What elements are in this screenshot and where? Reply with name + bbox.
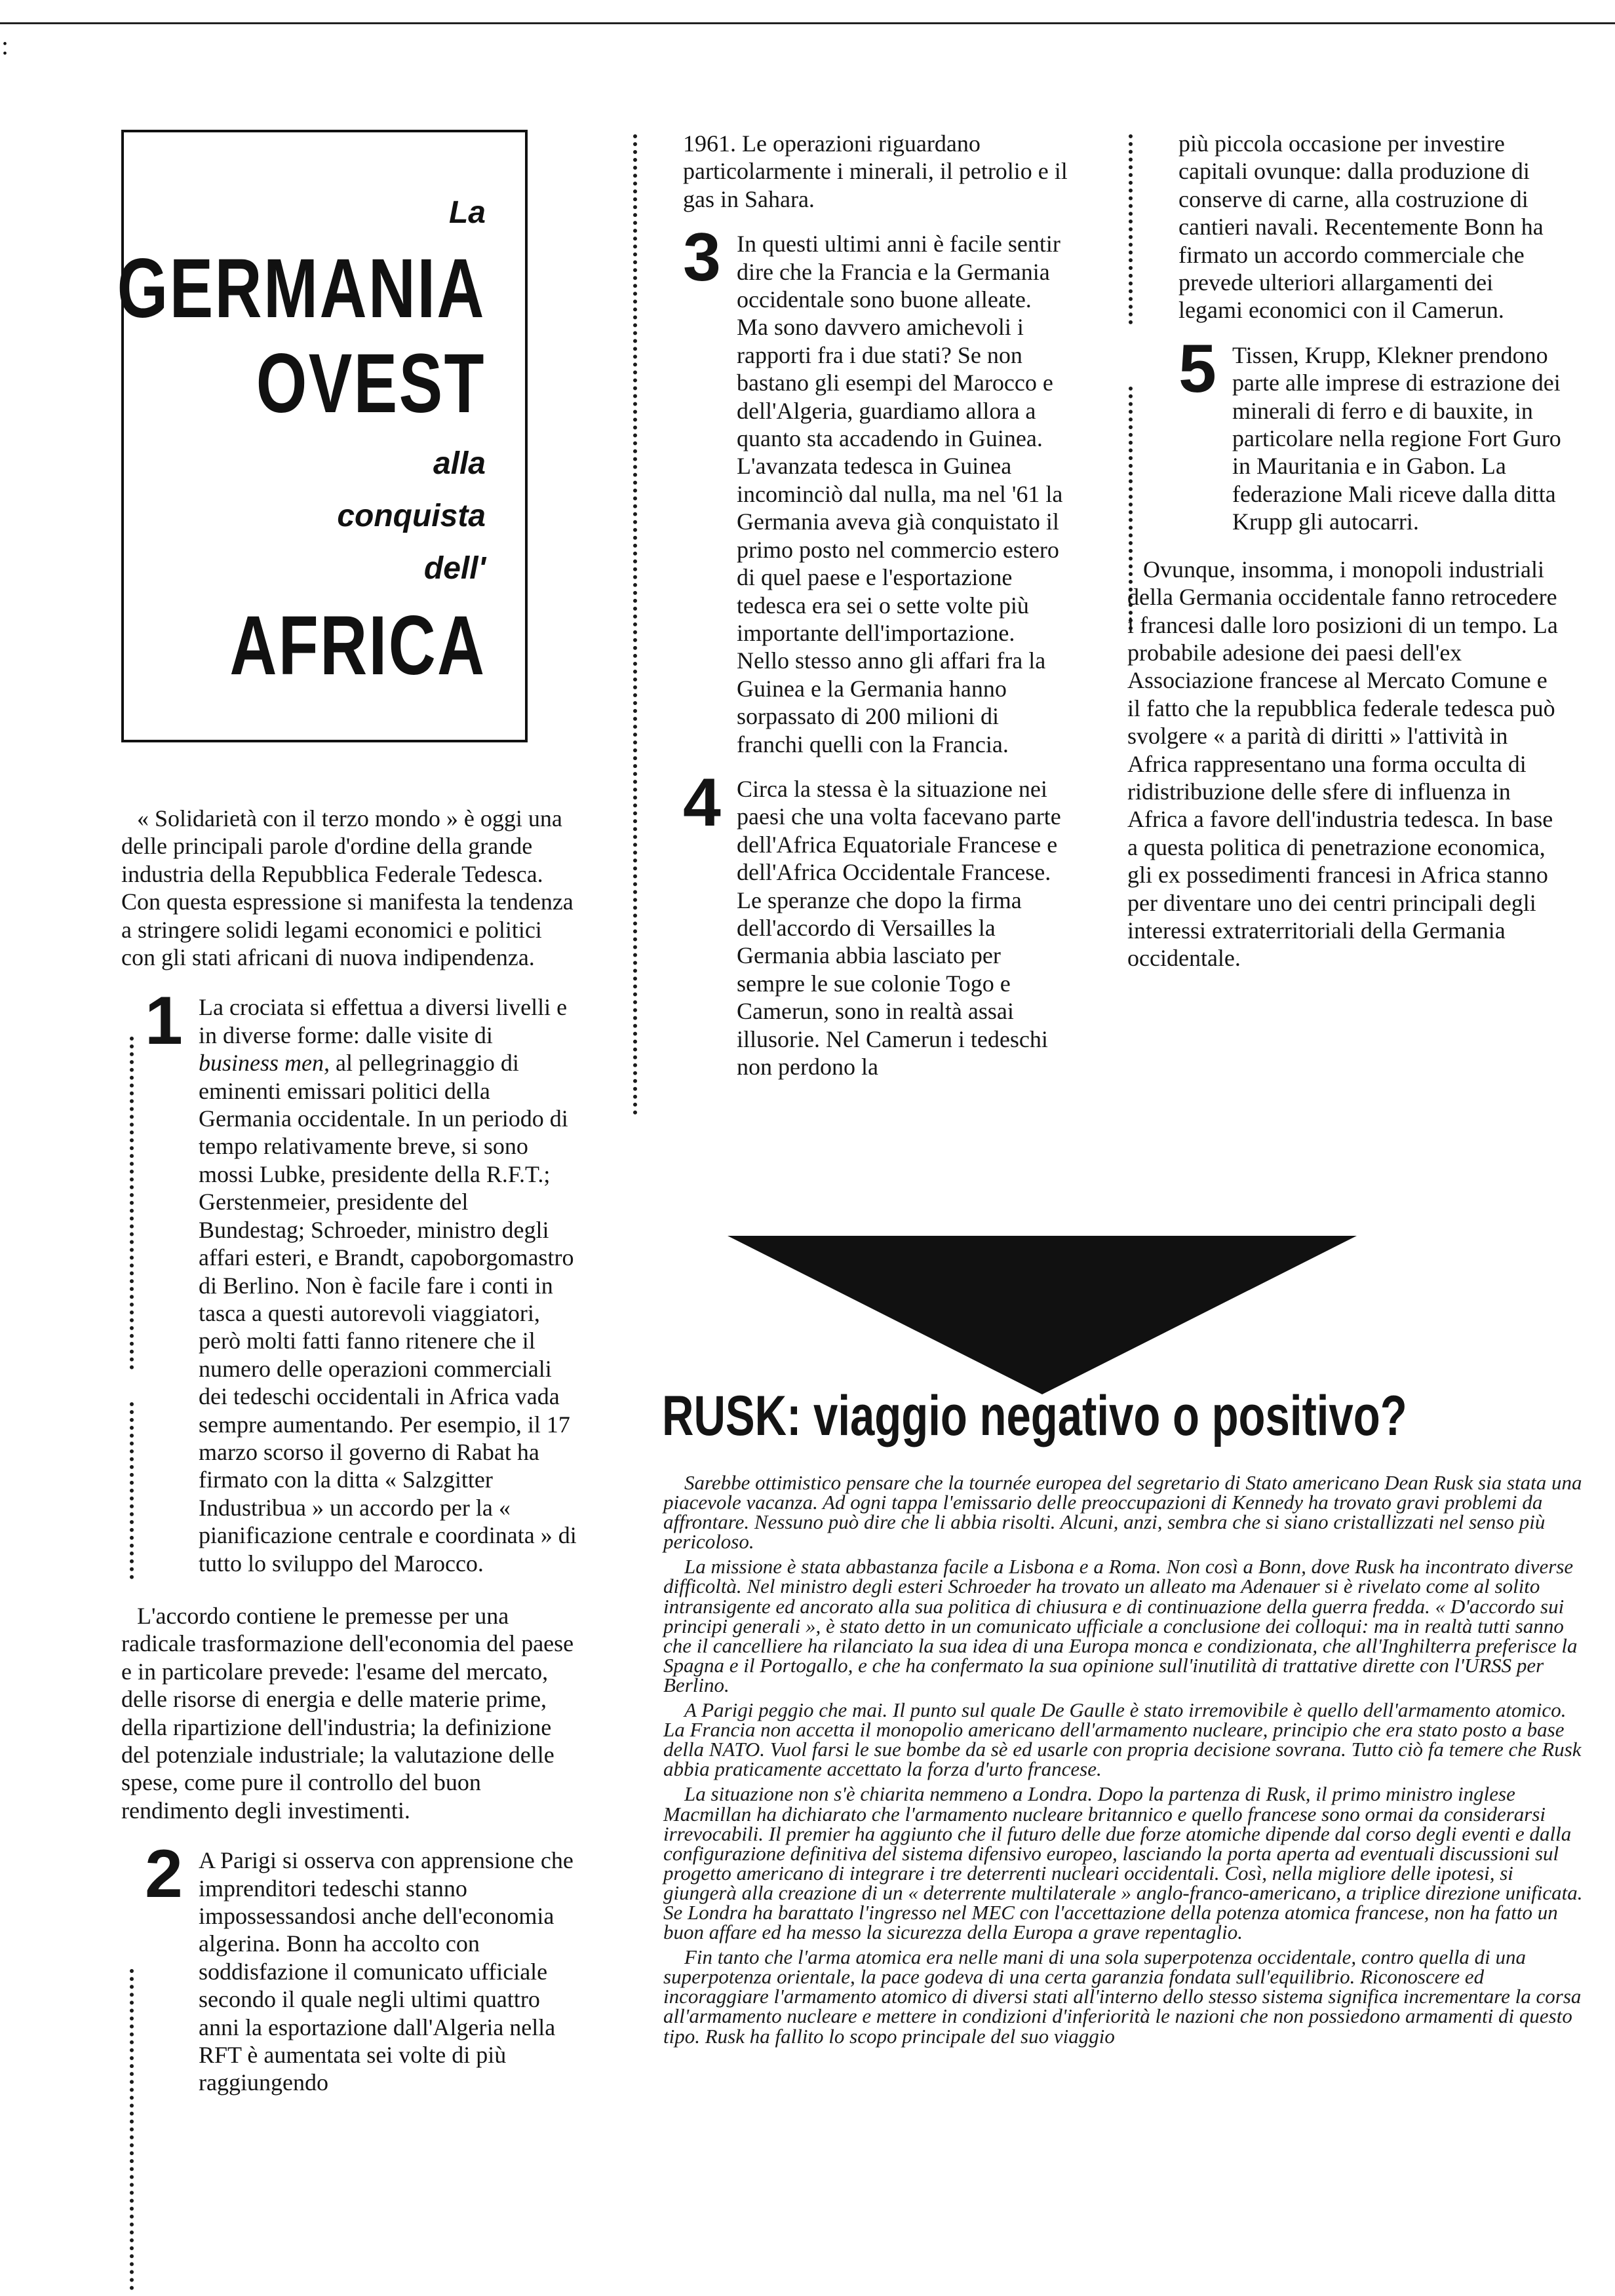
dotted-rule [130,1037,138,1369]
section-number: 5 [1178,330,1216,407]
article-paragraph: La missione è stata abbastanza facile a Lisbona e a Roma. Non così a Bonn, dove Rusk ha incontrato diverse difficoltà. Nel ministro degli esteri Schroeder ha trovato un alleato ma Adenauer si è rivelato come al solito intransigente ed ancorato alla sua politica di chiusura e di continuazione della guerra fredda. « D'accordo sui principi generali », è stato detto in un comunicato ufficiale a conclusione dei colloqui: ma in realtà tutti sanno che il cancelliere ha rilanciato la sua idea di una Europa monca e condizionata, che all'Inghilterra preferisce la Spagna e il Portogallo, e che ha confermato la sua opinione sull'inutilità di trattative dirette con l'URSS per Berlino. [663,1555,1578,1696]
title-ovest: OVEST [256,337,486,430]
section-text: In questi ultimi anni è facile sentir dire che la Francia e la Germania occidentale sono buone alleate. Ma sono davvero amichevoli i rapporti fra i due stati? Se non bastano gli esempi del Marocco e dell'Algeria, guardiamo allora a quanto sta accadendo in Guinea. L'avanzata tedesca in Guinea incominciò dal nulla, ma nel '61 la Germania aveva già conquistato il primo posto nel commercio estero di quel paese e l'esportazione tedesca era sei o sette volte più importante dell'importazione. Nello stesso anno gli affari fra la Guinea e la Germania hanno sorpassato di 200 milioni di franchi quelli con la Francia. [737,231,1063,757]
section-5 [1127,330,1563,536]
title-africa: AFRICA [229,599,486,693]
middle-column [683,130,1068,1081]
top-rule [0,22,1615,24]
rusk-article [663,1473,1587,2052]
dotted-rule [130,1402,138,1579]
article-paragraph: Fin tanto che l'arma atomica era nelle mani di una sola superpotenza occidentale, contro quella di una superpotenza orientale, la pace godeva di una certa garanzia fondata sull'equilibrio. Riconoscere ed incoraggiare l'armamento atomico di diversi stati all'interno dello stesso sistema significa incrementare la corsa all'armamento nucleare e mettere in condizioni d'inferiorità le nazioni che non possiedono armamenti di questo tipo. Rusk ha fallito lo scopo principale del suo viaggio [663,1945,1582,2048]
paragraph: Ovunque, insomma, i monopoli industriali della Germania occidentale fanno retrocedere i francesi dalle loro posizioni di un tempo. La probabile adesione dei paesi dell'ex Associazione francese al Mercato Comune e il fatto che la repubblica federale tedesca può svolgere « a parità di diritti » l'attività in Africa rappresentano una forma occulta di ridistribuzione delle sfere di influenza in Africa a favore dell'industria tedesca. In base a questa politica di penetrazione economica, gli ex possedimenti francesi in Africa stanno per diventare uno dei centri principali degli interessi extraterritoriali della Germania occidentale. [1127,556,1558,972]
paragraph: 1961. Le operazioni riguardano particolarmente i minerali, il petrolio e il gas in Sahara. [683,130,1068,212]
section-2 [121,1836,577,2097]
article-paragraph: A Parigi peggio che mai. Il punto sul quale De Gaulle è stato irremovibile è quello dell'armamento atomico. La Francia non accetta il monopolio americano dell'armamento nucleare, principio che era stato posto a base della NATO. Vuol farsi le sue bombe da sè ed usarle con propria decisione sovrana. Tutto ciò fa temere che Rusk abbia praticamente accettato la forza d'urto francese. [663,1698,1582,1781]
arrow-graphic [728,1236,1357,1394]
dotted-rule [130,1969,138,2290]
section-text: Circa la stessa è la situazione nei paesi che una volta facevano parte dell'Africa Equatoriale Francese e dell'Africa Occidentale Francese. Le speranze che dopo la firma dell'accordo di Versailles la Germania abbia lasciato per sempre le sue colonie Togo e Camerun, sono in realtà assai illusorie. Nel Camerun i tedeschi non perdono la [737,775,1061,1080]
dotted-rule [633,134,641,1115]
paragraph: L'accordo contiene le premesse per una radicale trasformazione dell'economia del paese e in particolare prevede: l'esame del mercato, delle risorse di energia e delle materie prime, della ripartizione dell'industria; la definizione del potenziale industriale; la valutazione delle spese, come pure il controllo del buon rendimento degli investimenti. [121,1602,574,1824]
paragraph: più piccola occasione per investire capitali ovunque: dalla produzione di conserve di carne, alla costruzione di cantieri navali. Recentemente Bonn ha firmato un accordo commerciale che prevede ulteriori allargamenti dei legami economici con il Camerun. [1178,130,1544,324]
title-box [117,130,528,742]
left-column [121,805,577,2097]
title-germania: GERMANIA [117,242,486,335]
rusk-headline: RUSK: viaggio negativo o positivo? [662,1385,1407,1447]
margin-marks: : [1,31,9,60]
intro-paragraph: « Solidarietà con il terzo mondo » è oggi una delle principali parole d'ordine della grande industria della Repubblica Federale Tedesca. Con questa espressione si manifesta la tendenza a stringere solidi legami economici e politici con gli stati africani di nuova indipendenza. [121,805,574,971]
section-1 [121,983,577,1577]
section-text: Tissen, Krupp, Klekner prendono parte alle imprese di estrazione dei minerali di ferro e di bauxite, in particolare nella regione Fort Guro in Mauritania e in Gabon. La federazione Mali riceve dalla ditta Krupp gli autocarri. [1232,341,1561,535]
section-number: 1 [145,983,183,1060]
title-alla: alla [433,446,486,481]
article-paragraph: La situazione non s'è chiarita nemmeno a Londra. Dopo la partenza di Rusk, il primo ministro inglese Macmillan ha dichiarato che l'armamento nucleare britannico e quello francese sono ormai da considerarsi irrevocabili. Il premier ha aggiunto che il futuro delle due forze atomiche dipende dal corso degli eventi e dalla configurazione definitiva del sistema difensivo europeo, lasciando la porta aperta ad eventuali discussioni sul progetto americano di integrare i tre deterrenti nucleari occidentali. Così, nella migliore delle ipotesi, si giungerà alla creazione di un « deterrente multilaterale » anglo-franco-americano, a triplice direzione unificata. Se Londra ha barattato l'ingresso nel MEC con l'accettazione della potenza atomica francese, non ha fatto un buon affare ed ha messo la sicurezza della Europa a grave repentaglio. [663,1782,1583,1944]
section-number: 2 [145,1836,183,1913]
section-4 [683,764,1068,1081]
title-conquista: conquista [337,499,486,533]
section-text: A Parigi si osserva con apprensione che imprenditori tedeschi stanno impossessandosi anche dell'economia algerina. Bonn ha accolto con soddisfazione il comunicato ufficiale secondo il quale negli ultimi quattro anni la esportazione dall'Algeria nella RFT è aumentata sei volte di più raggiungendo [199,1847,574,2096]
section-number: 4 [683,764,721,841]
section-number: 3 [683,220,721,296]
article-paragraph: Sarebbe ottimistico pensare che la tournée europea del segretario di Stato americano Dean Rusk sia stata una piacevole vacanza. Ad ogni tappa l'emissario delle preoccupazioni di Kennedy ha trovato gravi problemi da affrontare. Nessuno può dire che li abbia risolti. Alcuni, anzi, sembra che si siano cristallizzati nel senso più pericoloso. [663,1471,1582,1554]
right-column [1127,130,1563,972]
section-text: La crociata si effettua a diversi livelli e in diverse forme: dalle visite di business men, al pellegrinaggio di eminenti emissari politici della Germania occidentale. In un periodo di tempo relativamente breve, si sono mossi Lubke, presidente della R.F.T.; Gerstenmeier, presidente del Bundestag; Schroeder, ministro degli affari esteri, e Brandt, capoborgomastro di Berlino. Non è facile fare i conti in tasca a questi autorevoli viaggiatori, però molti fatti fanno ritenere che il numero delle operazioni commerciali dei tedeschi occidentali in Africa vada sempre aumentando. Per esempio, il 17 marzo scorso il governo di Rabat ha firmato con la ditta « Salzgitter Industribua » un accordo per la « pianificazione centrale e coordinata » di tutto lo sviluppo del Marocco. [199,994,577,1577]
title-dell: dell' [423,551,486,586]
title-la: La [448,195,486,230]
section-3 [683,220,1068,758]
